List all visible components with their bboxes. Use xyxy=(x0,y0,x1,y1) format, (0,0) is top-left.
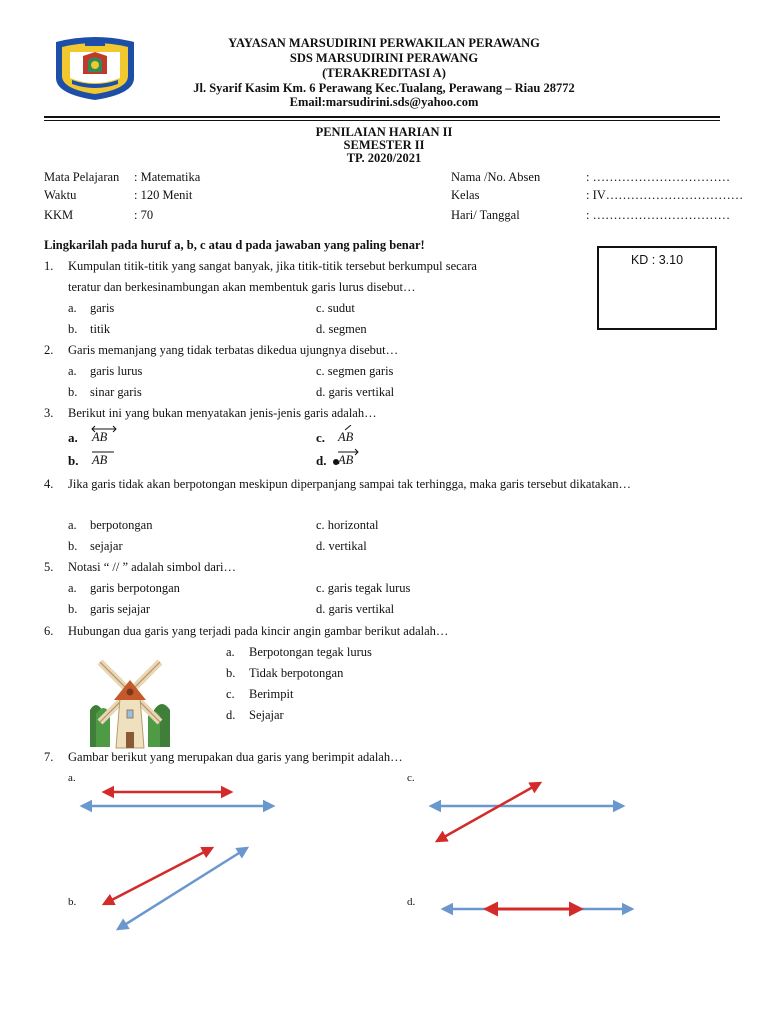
option-label[interactable]: d. xyxy=(316,453,327,468)
school-email: Email:marsudirini.sds@yahoo.com xyxy=(289,95,479,109)
exam-year: TP. 2020/2021 xyxy=(346,151,422,165)
option-text[interactable]: sinar garis xyxy=(90,385,142,399)
question-text: Gambar berikut yang merupakan dua garis yang berimpit adalah… xyxy=(68,750,403,764)
option-text[interactable]: sejajar xyxy=(90,539,123,553)
option-label[interactable]: a. xyxy=(68,581,77,595)
option-label[interactable]: b. xyxy=(68,453,79,468)
option-label[interactable]: b. xyxy=(68,602,78,616)
question-number: 5. xyxy=(44,560,54,574)
option-label[interactable]: a. xyxy=(68,430,78,445)
info-time-value: : 120 Menit xyxy=(134,188,193,202)
school-address: Jl. Syarif Kasim Km. 6 Perawang Kec.Tualang, Perawang – Riau 28772 xyxy=(193,81,575,95)
figure-c-red-line xyxy=(437,783,540,841)
option-label[interactable]: b. xyxy=(68,385,78,399)
question-number: 1. xyxy=(44,259,54,273)
option-line-symbol[interactable] xyxy=(92,453,107,468)
option-text[interactable]: Berimpit xyxy=(249,687,294,701)
option-label[interactable]: c. xyxy=(407,772,415,784)
option-line-symbol[interactable] xyxy=(338,453,353,468)
option-text[interactable]: garis berpotongan xyxy=(90,581,180,595)
info-kkm-value: : 70 xyxy=(134,208,154,222)
option-text: AB xyxy=(92,430,108,444)
info-subject-value: : Matematika xyxy=(134,170,201,184)
info-subject-label: Mata Pelajaran xyxy=(44,170,120,184)
instruction: Lingkarilah pada huruf a, b, c atau d pada jawaban yang paling benar! xyxy=(44,238,425,252)
option-text[interactable]: Berpotongan tegak lurus xyxy=(249,645,372,659)
kd-label: KD : 3.10 xyxy=(630,253,684,267)
option-text[interactable]: titik xyxy=(90,322,111,336)
info-class-field[interactable]: : IV…………………………… xyxy=(586,188,744,202)
option-label[interactable]: b. xyxy=(68,539,78,553)
option-text[interactable]: Tidak berpotongan xyxy=(249,666,344,680)
header-divider-thin xyxy=(44,120,720,121)
question-text: Garis memanjang yang tidak terbatas dikedua ujungnya disebut… xyxy=(68,343,399,357)
option-label[interactable]: c. xyxy=(226,687,235,701)
option-line-symbol[interactable] xyxy=(92,430,107,445)
windmill-illustration xyxy=(82,652,178,752)
info-name-field[interactable]: : …………………………… xyxy=(586,170,731,184)
option-text[interactable]: d. segmen xyxy=(316,322,367,336)
option-label[interactable]: a. xyxy=(68,518,77,532)
option-label[interactable]: a. xyxy=(68,364,77,378)
option-label[interactable]: b. xyxy=(68,896,77,908)
option-label[interactable]: a. xyxy=(226,645,235,659)
school-logo xyxy=(50,34,140,102)
question-number: 6. xyxy=(44,624,54,638)
info-date-label: Hari/ Tanggal xyxy=(451,208,520,222)
question-text: Notasi “ // ” adalah simbol dari… xyxy=(68,560,237,574)
option-text[interactable]: Sejajar xyxy=(249,708,284,722)
option-text[interactable]: c. segmen garis xyxy=(316,364,394,378)
option-label[interactable]: d. xyxy=(407,896,416,908)
option-text[interactable]: c. garis tegak lurus xyxy=(316,581,411,595)
option-label[interactable]: a. xyxy=(68,772,76,784)
option-text[interactable]: garis lurus xyxy=(90,364,143,378)
option-text: AB xyxy=(338,430,354,444)
option-label[interactable]: b. xyxy=(68,322,78,336)
figure-b-blue-line xyxy=(118,848,247,929)
info-date-field[interactable]: : …………………………… xyxy=(586,208,731,222)
question-number: 3. xyxy=(44,406,54,420)
question-number: 7. xyxy=(44,750,54,764)
option-text[interactable]: berpotongan xyxy=(90,518,153,532)
info-name-label: Nama /No. Absen xyxy=(451,170,541,184)
school-name: SDS MARSUDIRINI PERAWANG xyxy=(289,51,479,65)
header-divider-thick xyxy=(44,116,720,118)
option-text[interactable]: d. vertikal xyxy=(316,539,367,553)
option-label[interactable]: a. xyxy=(68,301,77,315)
exam-semester: SEMESTER II xyxy=(343,138,425,152)
question-text: Jika garis tidak akan berpotongan meskipun diperpanjang sampai tak terhingga, maka garis tersebut dikatakan… xyxy=(68,477,632,491)
exam-title: PENILAIAN HARIAN II xyxy=(315,125,453,139)
option-text: AB xyxy=(338,453,354,467)
line-figures[interactable] xyxy=(0,770,768,950)
option-text[interactable]: garis xyxy=(90,301,115,315)
figure-b-red-line xyxy=(104,848,212,904)
option-text[interactable]: d. garis vertikal xyxy=(316,385,395,399)
option-text[interactable]: d. garis vertikal xyxy=(316,602,395,616)
info-time-label: Waktu xyxy=(44,188,77,202)
option-text[interactable]: c. sudut xyxy=(316,301,355,315)
question-text: Berikut ini yang bukan menyatakan jenis-jenis garis adalah… xyxy=(68,406,377,420)
info-class-label: Kelas xyxy=(451,188,480,202)
info-kkm-label: KKM xyxy=(44,208,74,222)
accreditation: (TERAKREDITASI A) xyxy=(322,66,446,80)
option-line-symbol[interactable] xyxy=(338,430,353,445)
option-label[interactable]: c. xyxy=(316,430,326,445)
question-text: Hubungan dua garis yang terjadi pada kincir angin gambar berikut adalah… xyxy=(68,624,449,638)
option-text[interactable]: c. horizontal xyxy=(316,518,379,532)
option-text[interactable]: garis sejajar xyxy=(90,602,151,616)
question-text: Kumpulan titik-titik yang sangat banyak, jika titik-titik tersebut berkumpul secara teratur dan berkesinambungan akan membentuk garis lurus disebut… xyxy=(68,259,477,294)
option-label[interactable]: b. xyxy=(226,666,236,680)
question-number: 4. xyxy=(44,477,54,491)
question-number: 2. xyxy=(44,343,54,357)
option-label[interactable]: d. xyxy=(226,708,236,722)
option-text: AB xyxy=(92,453,108,467)
kd-box xyxy=(597,246,717,330)
foundation-name: YAYASAN MARSUDIRINI PERWAKILAN PERAWANG xyxy=(228,36,540,50)
